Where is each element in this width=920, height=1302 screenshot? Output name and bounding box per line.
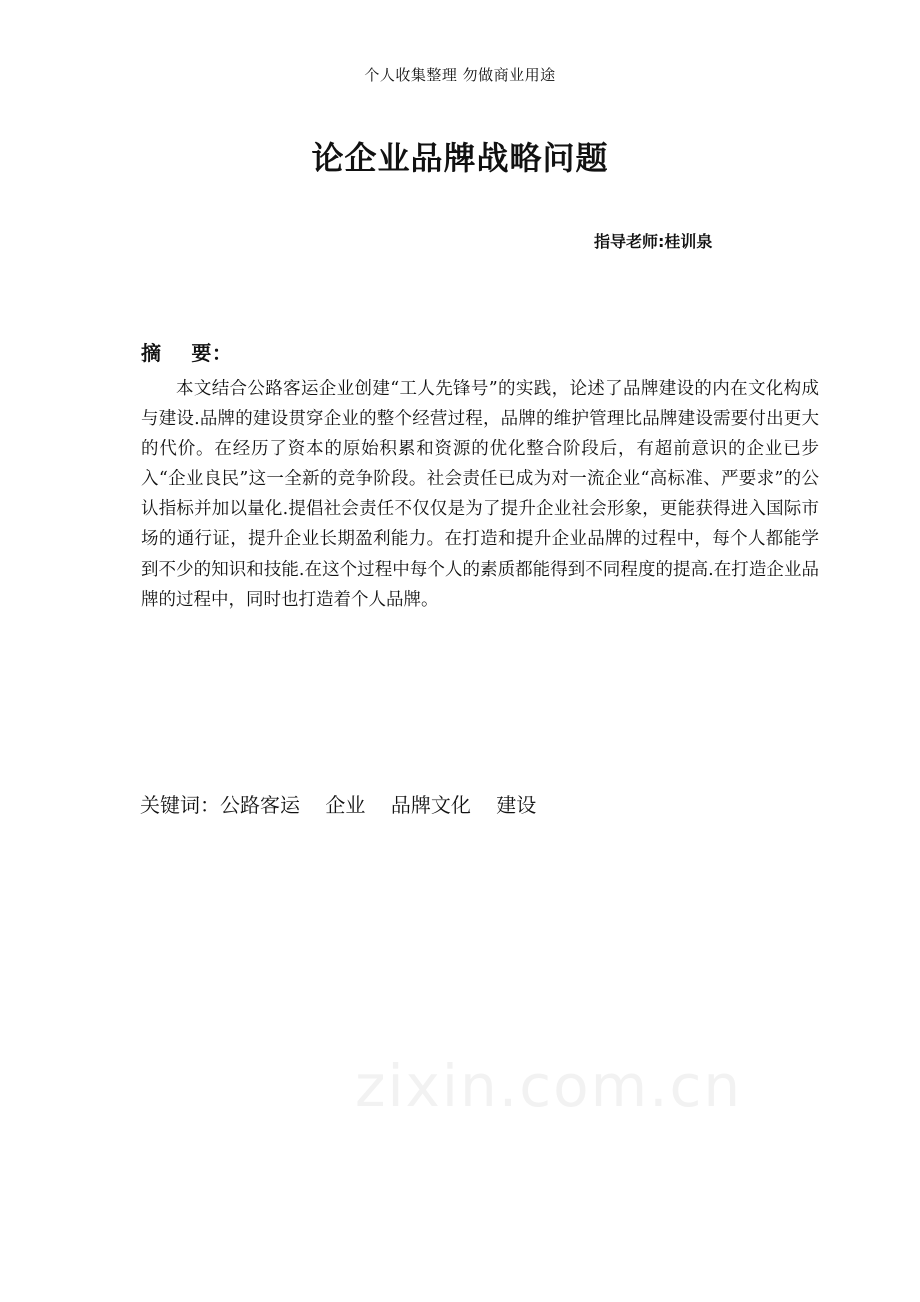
abstract-body: 本文结合公路客运企业创建“工人先锋号”的实践，论述了品牌建设的内在文化构成与建设.品牌的建设贯穿企业的整个经营过程，品牌的维护管理比品牌建设需要付出更大的代价。在经历了资本的原始积累和资源的优化整合阶段后，有超前意识的企业已步入“企业良民”这一全新的竞争阶段。社会责任已成为对一流企业“高标准、严要求”的公认指标并加以量化.提倡社会责任不仅仅是为了提升企业社会形象，更能获得进入国际市场的通行证，提升企业长期盈利能力。在打造和提升企业品牌的过程中，每个人都能学到不少的知识和技能.在这个过程中每个人的素质都能得到不同程度的提高.在打造企业品牌的过程中，同时也打造着个人品牌。 xyxy=(141,379,819,610)
header-note: 个人收集整理 勿做商业用途 xyxy=(364,66,556,84)
keywords-line: 关键词：公路客运 企业 品牌文化 建设 xyxy=(140,793,537,817)
abstract-heading: 摘 要： xyxy=(141,341,233,365)
advisor-line: 指导老师:桂训泉 xyxy=(594,232,713,251)
watermark: zixin.com.cn xyxy=(355,1052,743,1120)
document-title: 论企业品牌战略问题 xyxy=(311,139,609,177)
